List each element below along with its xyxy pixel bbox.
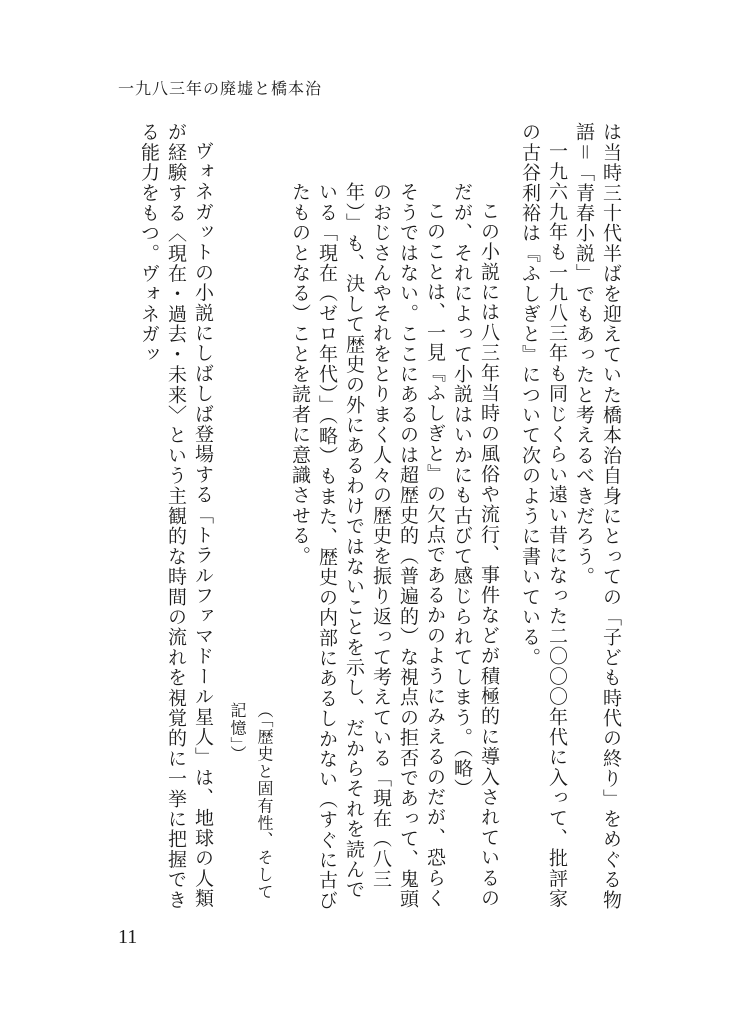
running-header: 一九八三年の廃墟と橋本治 (118, 79, 323, 98)
paragraph-3: ヴォネガットの小説にしばしば登場する「トラルファマドール星人」は、地球の人類が経験する〈現在・過去・未来〉という主観的な時間の流れを視覚的に一挙に把握できる能力をもつ。ヴォネガッ (138, 122, 214, 910)
vertical-body-text (104, 122, 624, 912)
page-number: 11 (118, 926, 138, 948)
block-quote (286, 122, 502, 912)
quote-citation: （「歴史と固有性、そして記憶」） (228, 702, 274, 901)
quote-paragraph-1: この小説には八三年当時の風俗や流行、事件などが積極的に導入されているのだが、それによって小説はいかにも古びて感じられてしまう。（略） (451, 182, 500, 908)
paragraph-1: は当時三十代半ばを迎えていた橋本治自身にとっての「子ども時代の終り」をめぐる物語＝「青春小説」でもあったと考えるべきだろう。 (573, 122, 622, 910)
paragraph-2: 一九六九年も一九八三年も同じくらい遠い昔になった二〇〇〇年代に入って、批評家の古谷利裕は『ふしぎと』について次のように書いている。 (519, 122, 568, 909)
quote-paragraph-2: このことは、一見『ふしぎと』の欠点であるかのようにみえるのだが、恐らくそうではない。ここにあるのは超歴史的（普遍的）な視点の拒否であって、鬼頭のおじさんやそれをとりまく人々の歴史を振り返って考えている「現在（八三年）」も、決して歴史の外にあるわけではないことを示し、だからそれを読んでいる「現在（ゼロ年代）」（略）もまた、歴史の内部にあるしかない（すぐに古びたものとなる）ことを読者に意識させる。 (289, 182, 446, 911)
